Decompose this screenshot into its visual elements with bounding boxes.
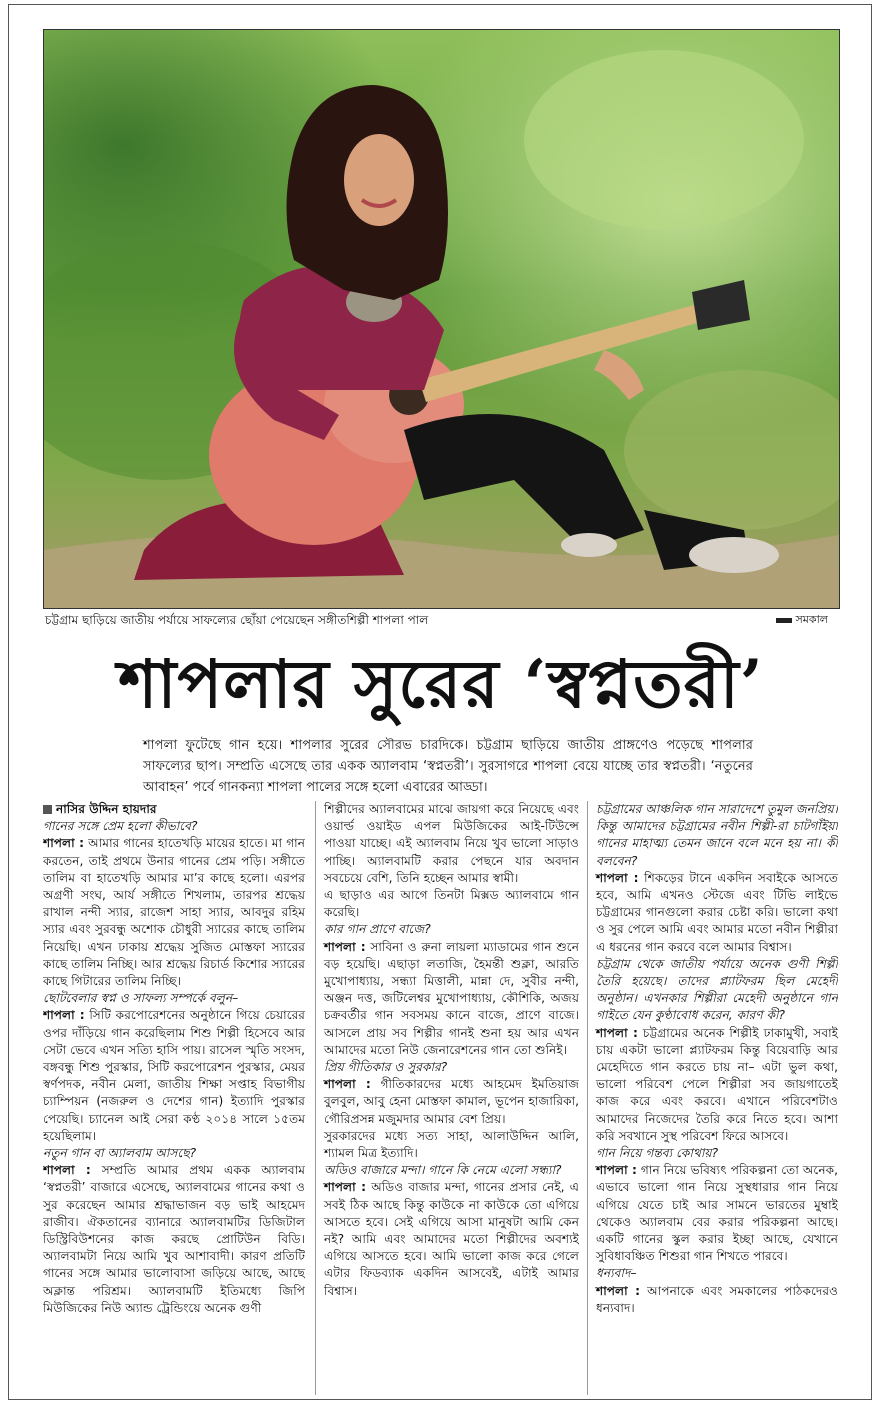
speaker-label: শাপলা : xyxy=(43,1008,85,1023)
answer xyxy=(596,870,838,956)
newspaper-page xyxy=(8,4,872,1400)
column-1 xyxy=(43,801,305,1395)
photo-credit xyxy=(776,609,828,631)
speaker-label: শাপলা : xyxy=(43,1163,91,1178)
intro-text: শাপলা ফুটেছে গান হয়ে। শাপলার সুরের সৌরভ চারদিকে। চট্টগ্রাম ছাড়িয়ে জাতীয় প্রাঙ্গণেও পড়েছে শাপলার সাফল্যের ছাপ। সম্প্রতি এসেছে তার একক অ্যালবাম ‘স্বপ্নতরী’। সুরসাগরে শাপলা বেয়ে যাচ্ছে তার স্বপ্নতরী। ‘নতুনের আবাহন’ পর্বে গানকন্যা শাপলা পালের সঙ্গে হলো এবারের আড্ডা। xyxy=(143,738,753,795)
question: অডিও বাজারে মন্দা। গানে কি নেমে এলো সন্ধ্যা? xyxy=(324,1163,562,1178)
answer xyxy=(43,1162,305,1317)
speaker-label: শাপলা : xyxy=(43,836,84,851)
column-2 xyxy=(315,801,579,1395)
credit-bar-icon xyxy=(776,618,792,623)
answer xyxy=(43,835,305,990)
answer-text: গীতিকারদের মধ্যে আহমেদ ইমতিয়াজ বুলবুল, আবু হেনা মোস্তফা কামাল, ভূপেন হাজারিকা, গৌরিপ্রসন্ন মজুমদার আমার বেশ প্রিয়। xyxy=(324,1077,579,1126)
column-3 xyxy=(587,801,838,1395)
byline xyxy=(43,801,305,818)
answer xyxy=(324,939,579,1059)
photo-caption: চট্টগ্রাম ছাড়িয়ে জাতীয় পর্যায়ে সাফল্যের ছোঁয়া পেয়েছেন সঙ্গীতশিল্পী শাপলা পাল xyxy=(45,613,429,627)
speaker-label: শাপলা : xyxy=(324,939,366,954)
answer-text: সিটি করপোরেশনের অনুষ্ঠানে গিয়ে চেয়ারের ওপর দাঁড়িয়ে গান করেছিলাম শিশু শিল্পী হিসেবে আর সেটা ভেবে এখন সত্যি হাসি পায়। রাসেল স্মৃতি সংসদ, বঙ্গবন্ধু শিশু পুরস্কার, সিটি করপোরেশন পুরস্কার, মেয়র স্বর্ণপদক, নবীন মেলা, জাতীয় শিক্ষা সপ্তাহ বিভাগীয় চ্যাম্পিয়ন (নজরুল ও দেশের গান) ইত্যাদি পুরস্কার পেয়েছি। চ্যানেল আই সেরা কণ্ঠ ২০১৪ সালে ১৫তম হয়েছিলাম। xyxy=(43,1008,305,1143)
speaker-label: শাপলা : xyxy=(324,1180,367,1195)
article-columns xyxy=(43,801,838,1395)
paragraph: শিল্পীদের অ্যালবামের মাঝে জায়গা করে নিয়েছে এবং ওয়ার্ল্ড ওয়াইড এপল মিউজিকের আই-টিউন্সে পাওয়া যাচ্ছে। এই অ্যালবাম নিয়ে খুব ভালো সাড়াও পাচ্ছি। অ্যালবামটি করার পেছনে যার অবদান সবচেয়ে বেশি, তিনি হচ্ছেন আমার স্বামী। xyxy=(324,802,579,885)
speaker-label: শাপলা : xyxy=(596,870,639,885)
answer-text: শিকড়ের টানে একদিন সবাইকে আসতে হবে, আমি এখনও স্টেজে এবং টিভি লাইভে চট্টগ্রামের গানগুলো করার চেষ্টা করি। ভালো কথা ও সুর পেলে আমি এবং আমার মতো নবীন শিল্পীরা এ ধরনের গান করবে বলে আমার বিশ্বাস। xyxy=(596,870,838,954)
answer xyxy=(324,1179,579,1299)
answer-text: চট্টগ্রামের অনেক শিল্পীই ঢাকামুখী, সবাই চায় একটা ভালো প্ল্যাটফরম কিন্তু বিয়েবাড়ি আর মেহেদিতে গান করতে চায় না– এটা ভুল কথা, ভালো পরিবেশ পেলে শিল্পীরা সব জায়গাতেই কাজ করে এবং করবে। এখানে পরিবেশটাও আমাদের নিজেদের তৈরি করে নিতে হবে। আশা করি সবখানে সুস্থ পরিবেশ ফিরে আসবে। xyxy=(596,1025,838,1143)
answer xyxy=(596,1283,838,1317)
question: প্রিয় গীতিকার ও সুরকার? xyxy=(324,1060,448,1075)
byline-name: নাসির উদ্দিন হায়দার xyxy=(56,802,157,816)
credit-text: সমকাল xyxy=(795,613,828,626)
singer-photo xyxy=(43,29,840,609)
question: গান নিয়ে গন্তব্য কোথায়? xyxy=(596,1146,719,1161)
answer-text: সাবিনা ও রুনা লায়লা ম্যাডামের গান শুনে বড় হয়েছি। এছাড়া লতাজি, হৈমন্তী শুক্লা, আরতি মুখোপাধ্যায়, সন্ধ্যা মিত্তালী, মান্না দে, সুবীর নন্দী, অঞ্জন দত্ত, জটিলেশ্বর মুখোপাধ্যায়, কৌশিকি, অজয় চক্রবর্তীর গান সবসময় কানে বাজে, প্রাণে বাজে। আসলে প্রায় সব শিল্পীর গানই শুনা হয় আর এখন আমাদের মতো নিউ জেনারেশনের গান তো শুনিই। xyxy=(324,939,579,1057)
photo-caption-row xyxy=(43,609,838,631)
singer-with-guitar-image xyxy=(44,30,839,608)
question: ছোটবেলার স্বপ্ন ও সাফল্য সম্পর্কে বলুন– xyxy=(43,991,239,1006)
question: কার গান প্রাণে বাজে? xyxy=(324,922,431,937)
question: নতুন গান বা অ্যালবাম আসছে? xyxy=(43,1146,197,1161)
question: গানের সঙ্গে প্রেম হলো কীভাবে? xyxy=(43,819,198,834)
speaker-label: শাপলা : xyxy=(596,1025,638,1040)
answer xyxy=(324,1076,579,1128)
headline: শাপলার সুরের ‘স্বপ্নতরী’ xyxy=(118,645,764,723)
answer-text: গান নিয়ে ভবিষ্যৎ পরিকল্পনা তো অনেক, এভাবে ভালো গান নিয়ে সুস্থধারার গান নিয়ে এগিয়ে যেতে চাই আর সামনে ভারতের মুম্বাই থেকেও অ্যালবাম বের করার পরিকল্পনা আছে। একটি গানের স্কুল করার ইচ্ছা আছে, যেখানে সুবিধাবঞ্চিত শিশুরা গান শিখতে পারবে। xyxy=(596,1163,838,1264)
answer xyxy=(596,1025,838,1145)
speaker-label: শাপলা : xyxy=(324,1077,371,1092)
answer xyxy=(596,1162,838,1265)
answer-text: সম্প্রতি আমার প্রথম একক অ্যালবাম ‘স্বপ্নতরী’ বাজারে এসেছে, অ্যালবামের গানের কথা ও সুর করেছেন আমার শ্রদ্ধাভাজন বড় ভাই আহমেদ রাজীব। ঐকতানের ব্যানারে অ্যালবামটির ডিজিটাল ডিস্ট্রিবিউশনের কাজ করছে প্রোটিউন বিডি। অ্যালবামটা নিয়ে আমি খুব আশাবাদী। কারণ প্রতিটি গানের সঙ্গে আমার ভালোবাসা জড়িয়ে আছে, আছে অক্লান্ত পরিশ্রম। অ্যালবামটি ইতিমধ্যে জিপি মিউজিকের নিউ অ্যান্ড ট্রেন্ডিংয়ে অনেক গুণী xyxy=(43,1163,305,1315)
paragraph: এ ছাড়াও এর আগে তিনটা মিক্সড অ্যালবামে গান করেছি। xyxy=(324,888,579,920)
answer-text: আপনাকে এবং সমকালের পাঠকদেরও ধন্যবাদ। xyxy=(596,1283,838,1315)
question: চট্টগ্রামের আঞ্চলিক গান সারাদেশে তুমুল জনপ্রিয়। কিন্তু আমাদের চট্টগ্রামের নবীন শিল্পী-রা চাটগাঁইয়া গানের মাহাত্ম্য তেমন জানে বলে মনে হয় না। কী বলবেন? xyxy=(596,802,838,868)
intro-paragraph xyxy=(143,735,753,798)
answer xyxy=(43,1007,305,1145)
byline-square-icon xyxy=(43,805,52,814)
answer-text: অডিও বাজার মন্দা, গানের প্রসার নেই, এ সবই ঠিক আছে কিন্তু কাউকে না কাউকে তো এগিয়ে আসতে হবে। সেই এগিয়ে আসা মানুষটা আমি কেন নই? আমি এবং আমাদের মতো শিল্পীদের অবশ্যই এগিয়ে আসতে হবে। আমি ভালো কাজ করে গেলে এটার ফিডব্যাক একদিন আসবেই, এটাই আমার বিশ্বাস। xyxy=(324,1180,579,1298)
answer-text: আমার গানের হাতেখড়ি মায়ের হাতে। মা গান করতেন, তাই প্রথমে উনার গানের প্রেম পড়ি। সঙ্গীতে তালিম বা হাতেখড়ি আমার মা’র কাছে হলো। এরপর অগ্রণী সংঘ, আর্য সঙ্গীতে শিখলাম, তারপর শ্রদ্ধেয় রাখাল নন্দী স্যার, রাজেশ সাহা স্যার, আবদুর রহিম স্যার এবং সুরবন্ধু অশোক চৌধুরী স্যারের কাছে তালিম নিয়েছি। এখন ঢাকায় শ্রদ্ধেয় সুজিত মোস্তফা স্যারের কাছে তালিম নিচ্ছি। আর শ্রদ্ধেয় রিচার্ড কিশোর স্যারের কাছে গিটারের তালিম নিচ্ছি। xyxy=(43,836,305,989)
question: ধন্যবাদ– xyxy=(596,1266,637,1281)
speaker-label: শাপলা : xyxy=(596,1163,637,1178)
speaker-label: শাপলা : xyxy=(596,1283,641,1298)
question: চট্টগ্রাম থেকে জাতীয় পর্যায়ে অনেক গুণী শিল্পী তৈরি হয়েছে। তাদের প্ল্যাটফরম ছিল মেহেদী অনুষ্ঠান। এখনকার শিল্পীরা মেহেদী অনুষ্ঠানে গান গাইতে যেন কুণ্ঠাবোধ করেন, কারণ কী? xyxy=(596,956,838,1023)
paragraph: সুরকারদের মধ্যে সত্য সাহা, আলাউদ্দিন আলি, শ্যামল মিত্র ইত্যাদি। xyxy=(324,1128,579,1161)
